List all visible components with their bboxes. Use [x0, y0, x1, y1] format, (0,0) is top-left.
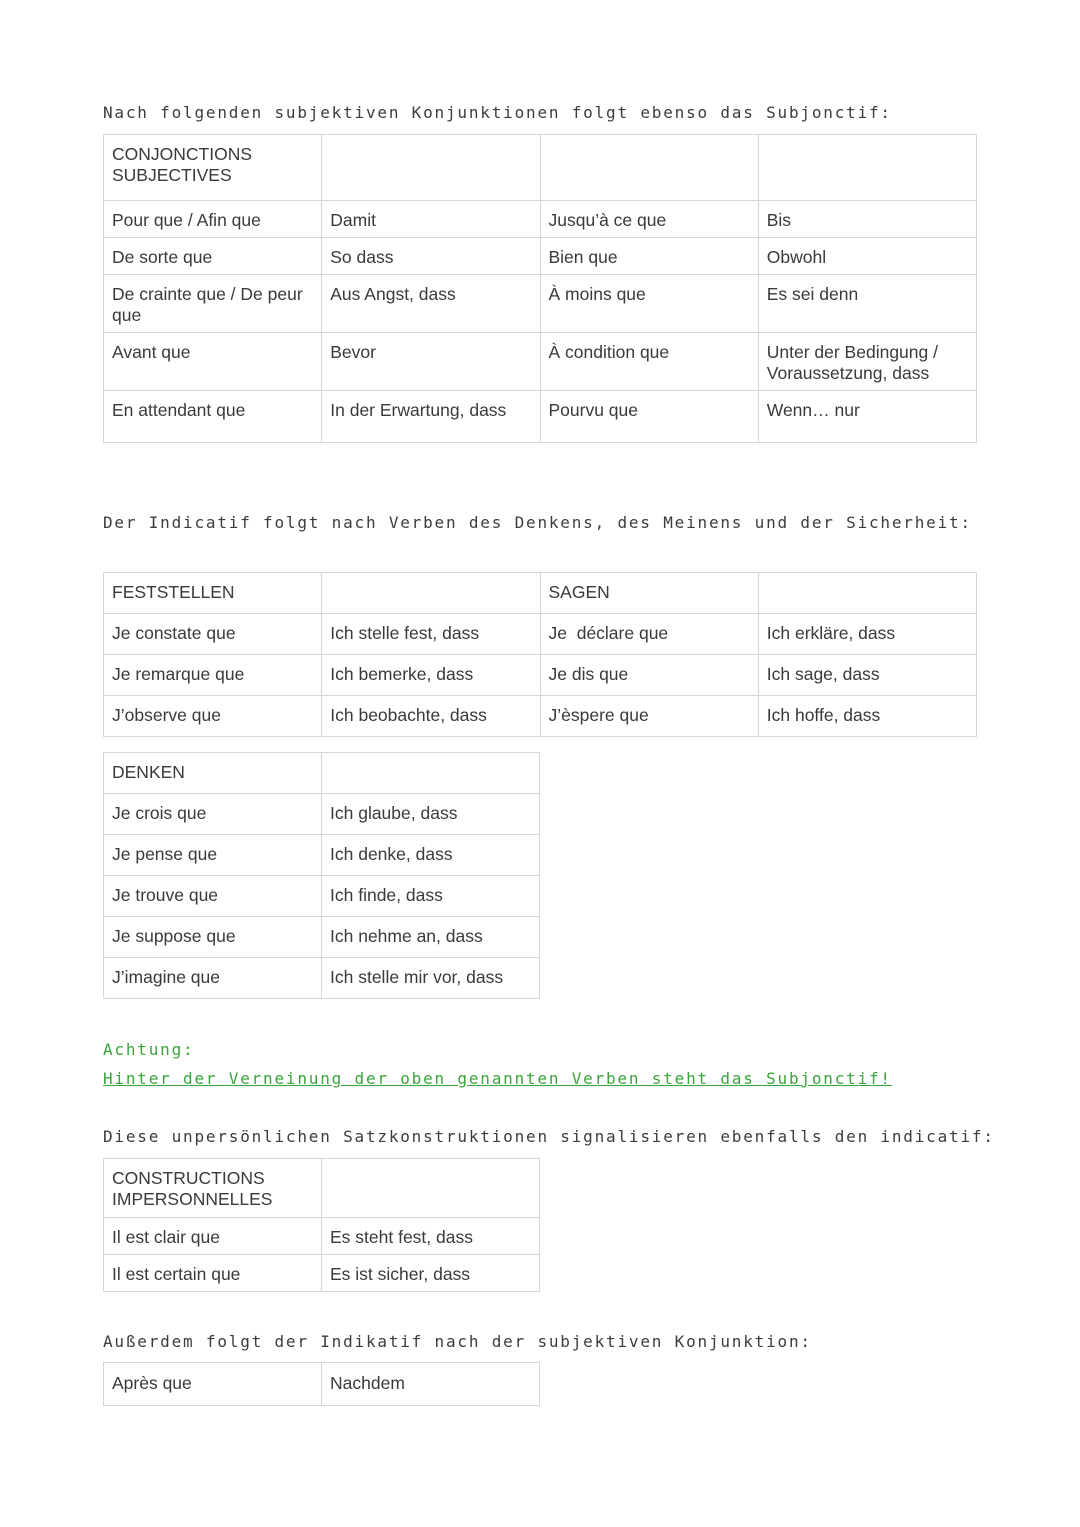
achtung-note: Hinter der Verneinung der oben genannten Verben steht das Subjonctif!: [103, 1069, 892, 1088]
table-row: [104, 1255, 540, 1292]
table-cell: In der Erwartung, dass: [322, 391, 540, 443]
table-cell: Je trouve que: [104, 876, 322, 917]
table-cell: Ich denke, dass: [322, 835, 540, 876]
table-cell: Ich nehme an, dass: [322, 917, 540, 958]
table-row: [104, 655, 977, 696]
table-cell: Obwohl: [758, 238, 976, 275]
table-cell: Jusqu’à ce que: [540, 201, 758, 238]
table-cell: CONJONCTIONS SUBJECTIVES: [104, 135, 322, 201]
table-header-row: [104, 573, 977, 614]
table-row: [104, 1363, 540, 1406]
table-cell: [758, 573, 976, 614]
table-cell: J’èspere que: [540, 696, 758, 737]
table-cell: Je pense que: [104, 835, 322, 876]
table-cell: Il est clair que: [104, 1218, 322, 1255]
table-cell: [758, 135, 976, 201]
table-cell: So dass: [322, 238, 540, 275]
table-cell: Nachdem: [322, 1363, 540, 1406]
table-cell: DENKEN: [104, 753, 322, 794]
table-cell: Je remarque que: [104, 655, 322, 696]
table-header-row: [104, 753, 540, 794]
table-row: [104, 201, 977, 238]
table-cell: Wenn… nur: [758, 391, 976, 443]
intro-subjonctif: Nach folgenden subjektiven Konjunktionen folgt ebenso das Subjonctif:: [103, 103, 892, 122]
table-cell: Bis: [758, 201, 976, 238]
table-cell: Ich hoffe, dass: [758, 696, 976, 737]
table-cell: De crainte que / De peur que: [104, 275, 322, 333]
table-row: [104, 794, 540, 835]
table-cell: Pour que / Afin que: [104, 201, 322, 238]
table-cell: Je crois que: [104, 794, 322, 835]
table-cell: Après que: [104, 1363, 322, 1406]
achtung-title: Achtung:: [103, 1040, 195, 1059]
table-cell: Es sei denn: [758, 275, 976, 333]
table-cell: [322, 135, 540, 201]
table-cell: Je dis que: [540, 655, 758, 696]
impersonnelles-table: [103, 1158, 540, 1292]
table-cell: [540, 135, 758, 201]
table-cell: Pourvu que: [540, 391, 758, 443]
table-cell: Ich stelle mir vor, dass: [322, 958, 540, 999]
table-cell: Damit: [322, 201, 540, 238]
table-cell: Es ist sicher, dass: [322, 1255, 540, 1292]
table-row: [104, 958, 540, 999]
table-cell: Aus Angst, dass: [322, 275, 540, 333]
intro-apres: Außerdem folgt der Indikatif nach der subjektiven Konjunktion:: [103, 1332, 812, 1351]
intro-indicatif: Der Indicatif folgt nach Verben des Denkens, des Meinens und der Sicherheit:: [103, 513, 972, 532]
table-cell: [322, 1159, 540, 1218]
table-cell: Ich sage, dass: [758, 655, 976, 696]
table-row: [104, 614, 977, 655]
table-cell: Ich bemerke, dass: [322, 655, 540, 696]
table-cell: Ich beobachte, dass: [322, 696, 540, 737]
table-row: [104, 238, 977, 275]
table-cell: J’observe que: [104, 696, 322, 737]
table-row: [104, 275, 977, 333]
table-row: [104, 835, 540, 876]
feststellen-table: [103, 572, 977, 737]
table-cell: Es steht fest, dass: [322, 1218, 540, 1255]
table-cell: [322, 573, 540, 614]
table-row: [104, 1218, 540, 1255]
table-cell: De sorte que: [104, 238, 322, 275]
table-row: [104, 876, 540, 917]
table-row: [104, 917, 540, 958]
apres-table: [103, 1362, 540, 1406]
table-cell: Je constate que: [104, 614, 322, 655]
table-cell: Ich erkläre, dass: [758, 614, 976, 655]
table-cell: Bien que: [540, 238, 758, 275]
table-header-row: [104, 135, 977, 201]
conjonctions-table: [103, 134, 977, 443]
table-header-row: [104, 1159, 540, 1218]
table-cell: Bevor: [322, 333, 540, 391]
table-cell: Unter der Bedingung / Voraussetzung, dass: [758, 333, 976, 391]
table-row: [104, 333, 977, 391]
table-cell: CONSTRUCTIONS IMPERSONNELLES: [104, 1159, 322, 1218]
table-cell: SAGEN: [540, 573, 758, 614]
table-cell: À moins que: [540, 275, 758, 333]
table-row: [104, 391, 977, 443]
table-cell: Il est certain que: [104, 1255, 322, 1292]
table-cell: Je suppose que: [104, 917, 322, 958]
table-cell: Ich finde, dass: [322, 876, 540, 917]
table-cell: Ich stelle fest, dass: [322, 614, 540, 655]
table-cell: J’imagine que: [104, 958, 322, 999]
table-cell: [322, 753, 540, 794]
table-cell: En attendant que: [104, 391, 322, 443]
table-cell: Je déclare que: [540, 614, 758, 655]
denken-table: [103, 752, 540, 999]
table-cell: Avant que: [104, 333, 322, 391]
intro-impersonnelles: Diese unpersönlichen Satzkonstruktionen signalisieren ebenfalls den indicatif:: [103, 1127, 995, 1146]
table-cell: FESTSTELLEN: [104, 573, 322, 614]
table-cell: À condition que: [540, 333, 758, 391]
table-cell: Ich glaube, dass: [322, 794, 540, 835]
table-row: [104, 696, 977, 737]
